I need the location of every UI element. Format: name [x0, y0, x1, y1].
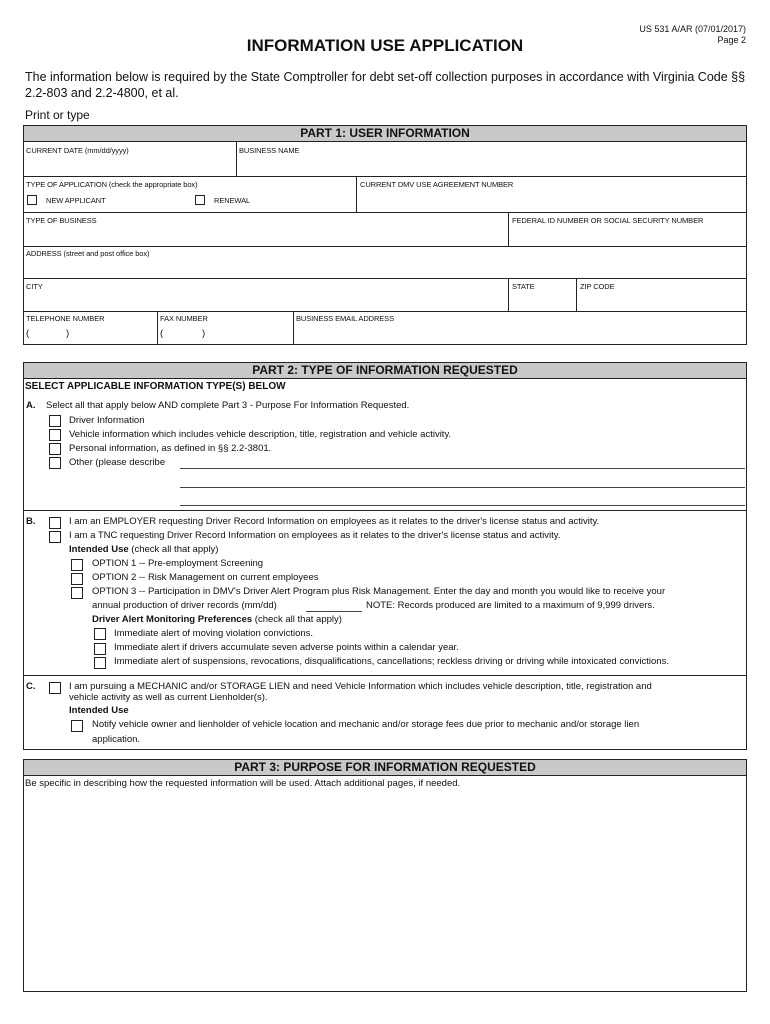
c-intended-use-label: Intended Use — [69, 705, 129, 716]
notify-owner-label: Notify vehicle owner and lienholder of vehicle location and mechanic and/or storage fees due prior to mechanic and/or storage lien — [92, 719, 640, 730]
section-b-letter: B. — [26, 516, 36, 527]
state-field[interactable] — [510, 292, 575, 310]
dmv-agreement-label: CURRENT DMV USE AGREEMENT NUMBER — [360, 180, 514, 189]
driver-info-checkbox[interactable] — [49, 415, 61, 427]
dam-check-all-note: (check all that apply) — [252, 614, 342, 625]
section-a-instruction: Select all that apply below AND complete Part 3 - Purpose For Information Requested. — [46, 400, 410, 411]
part3-instruction: Be specific in describing how the requested information will be used. Attach additional pages, if needed. — [25, 778, 461, 789]
other-describe-line-1[interactable] — [180, 468, 745, 469]
option2-checkbox[interactable] — [71, 573, 83, 585]
section-a-letter: A. — [26, 400, 36, 411]
email-field[interactable] — [295, 324, 745, 344]
dam-preferences-line — [92, 614, 342, 626]
telephone-area-close: ) — [66, 328, 70, 339]
renewal-label: RENEWAL — [214, 196, 251, 205]
alert-adverse-points-label: Immediate alert if drivers accumulate seven adverse points within a calendar year. — [114, 642, 459, 653]
tnc-label: I am a TNC requesting Driver Record Information on employees as it relates to the driver's license status and activity. — [69, 530, 561, 541]
intended-use-label: Intended Use — [69, 544, 129, 555]
alert-moving-violation-checkbox[interactable] — [94, 628, 106, 640]
option3-date-field[interactable] — [306, 611, 362, 612]
print-or-type-note: Print or type — [25, 108, 90, 122]
alert-moving-violation-label: Immediate alert of moving violation convictions. — [114, 628, 314, 639]
new-applicant-label: NEW APPLICANT — [46, 196, 106, 205]
mechanic-lien-label: I am pursuing a MECHANIC and/or STORAGE LIEN and need Vehicle Information which includes vehicle description, title, registration and — [69, 681, 652, 692]
option3-label: OPTION 3 -- Participation in DMV's Driver Alert Program plus Risk Management. Enter the day and month you would like to receive your — [92, 586, 666, 597]
part1-heading: PART 1: USER INFORMATION — [23, 125, 747, 142]
option3-checkbox[interactable] — [71, 587, 83, 599]
other-describe-line-3[interactable] — [180, 505, 745, 506]
intended-use-line — [69, 544, 218, 556]
check-all-note: (check all that apply) — [128, 544, 219, 555]
personal-info-label: Personal information, as defined in §§ 2.2-3801. — [69, 443, 272, 454]
personal-info-checkbox[interactable] — [49, 443, 61, 455]
tnc-checkbox[interactable] — [49, 531, 61, 543]
alert-suspensions-label: Immediate alert of suspensions, revocations, disqualifications, cancellations; reckless driving or driving while intoxicated convictions. — [114, 656, 669, 667]
current-date-field[interactable] — [24, 156, 235, 175]
zip-field[interactable] — [578, 292, 745, 310]
fax-label: FAX NUMBER — [160, 314, 208, 323]
fax-field[interactable] — [159, 324, 292, 344]
type-of-business-field[interactable] — [24, 226, 507, 245]
driver-info-label: Driver Information — [69, 415, 145, 426]
state-label: STATE — [512, 282, 535, 291]
current-date-label: CURRENT DATE (mm/dd/yyyy) — [26, 146, 129, 155]
option1-label: OPTION 1 -- Pre-employment Screening — [92, 558, 264, 569]
page-number: Page 2 — [717, 35, 746, 45]
dmv-agreement-field[interactable] — [358, 190, 745, 211]
mechanic-lien-checkbox[interactable] — [49, 682, 61, 694]
mechanic-lien-label-cont: vehicle activity as well as current Lienholder(s). — [69, 692, 268, 703]
page-title: INFORMATION USE APPLICATION — [246, 36, 524, 55]
fax-area-open: ( — [160, 328, 164, 339]
federal-id-field[interactable] — [510, 226, 745, 245]
select-types-heading: SELECT APPLICABLE INFORMATION TYPE(S) BELOW — [25, 381, 286, 392]
notify-owner-checkbox[interactable] — [71, 720, 83, 732]
address-label: ADDRESS (street and post office box) — [26, 249, 150, 258]
telephone-field[interactable] — [24, 324, 156, 344]
alert-suspensions-checkbox[interactable] — [94, 657, 106, 669]
type-of-business-label: TYPE OF BUSINESS — [26, 216, 97, 225]
telephone-area-open: ( — [26, 328, 30, 339]
option3-date-prompt: annual production of driver records (mm/dd) — [92, 600, 277, 611]
address-field[interactable] — [24, 259, 745, 277]
employer-label: I am an EMPLOYER requesting Driver Record Information on employees as it relates to the driver's license status and activity. — [69, 516, 600, 527]
email-label: BUSINESS EMAIL ADDRESS — [296, 314, 394, 323]
business-name-label: BUSINESS NAME — [239, 146, 300, 155]
form-code: US 531 A/AR (07/01/2017) — [639, 24, 746, 34]
vehicle-info-label: Vehicle information which includes vehicle description, title, registration and vehicle activity. — [69, 429, 452, 440]
alert-adverse-points-checkbox[interactable] — [94, 643, 106, 655]
other-info-label: Other (please describe — [69, 457, 166, 468]
option1-checkbox[interactable] — [71, 559, 83, 571]
option3-note: NOTE: Records produced are limited to a maximum of 9,999 drivers. — [366, 600, 655, 611]
option2-label: OPTION 2 -- Risk Management on current employees — [92, 572, 319, 583]
new-applicant-checkbox[interactable] — [27, 195, 37, 205]
notify-owner-label-cont: application. — [92, 734, 141, 745]
employer-checkbox[interactable] — [49, 517, 61, 529]
vehicle-info-checkbox[interactable] — [49, 429, 61, 441]
purpose-text-area[interactable] — [24, 792, 745, 990]
city-field[interactable] — [24, 292, 507, 310]
renewal-checkbox[interactable] — [195, 195, 205, 205]
fax-area-close: ) — [202, 328, 206, 339]
type-of-application-label: TYPE OF APPLICATION (check the appropriate box) — [26, 180, 198, 189]
zip-label: ZIP CODE — [580, 282, 615, 291]
dam-preferences-label: Driver Alert Monitoring Preferences — [92, 614, 253, 625]
business-name-field[interactable] — [238, 156, 745, 175]
city-label: CITY — [26, 282, 43, 291]
other-describe-line-2[interactable] — [180, 487, 745, 488]
telephone-label: TELEPHONE NUMBER — [26, 314, 105, 323]
federal-id-label: FEDERAL ID NUMBER OR SOCIAL SECURITY NUMBER — [512, 216, 704, 225]
intro-paragraph: The information below is required by the State Comptroller for debt set-off collection purposes in accordance with Virginia Code §§ 2.2-803 and 2.2-4800, et al. — [25, 70, 746, 100]
section-c-letter: C. — [26, 681, 36, 692]
other-info-checkbox[interactable] — [49, 457, 61, 469]
part3-heading: PART 3: PURPOSE FOR INFORMATION REQUESTED — [23, 759, 747, 776]
part2-heading: PART 2: TYPE OF INFORMATION REQUESTED — [23, 362, 747, 379]
